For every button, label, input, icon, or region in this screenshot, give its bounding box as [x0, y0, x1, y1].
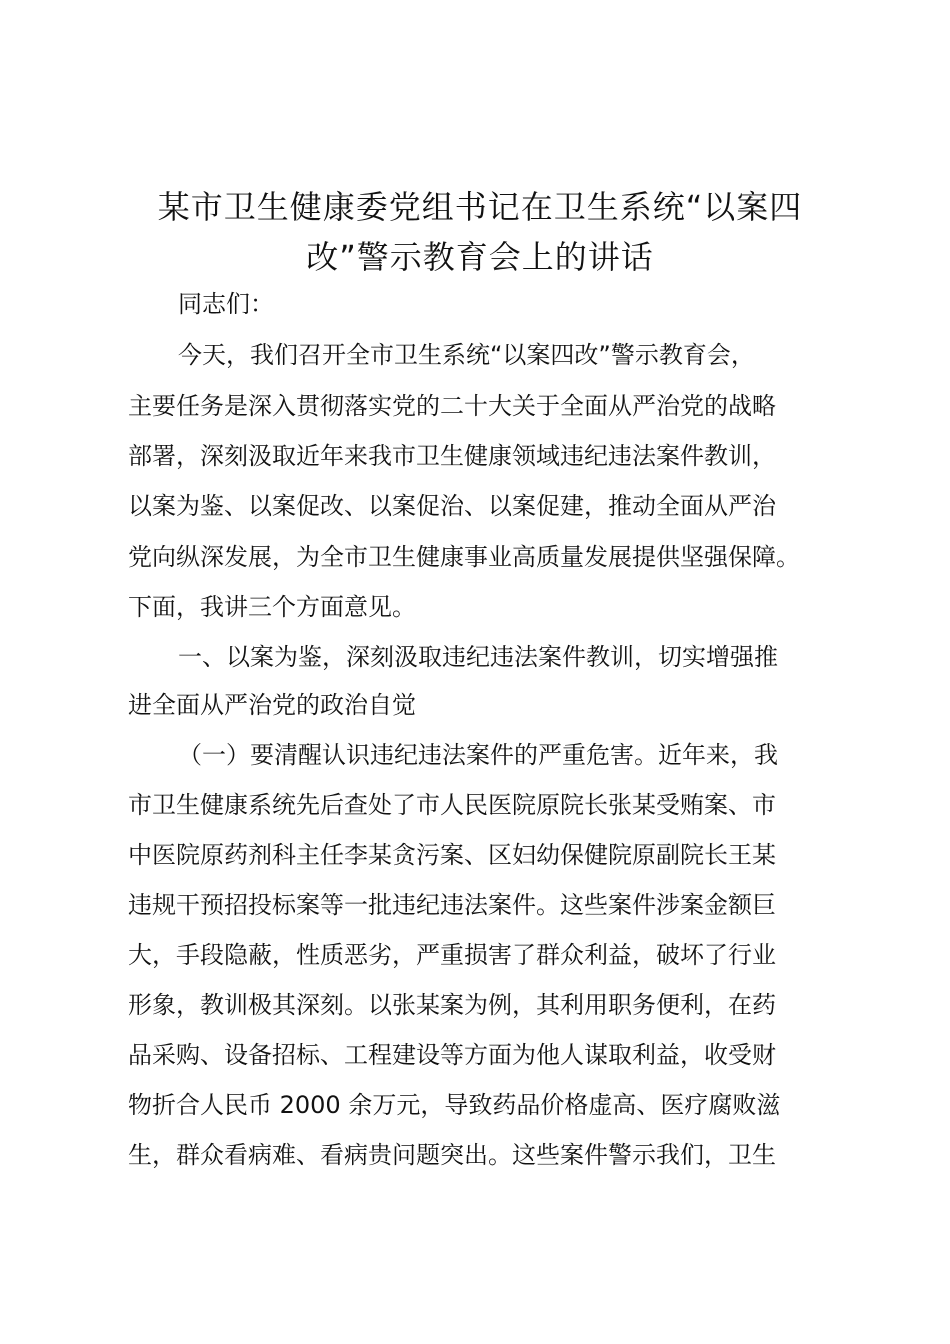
- section-heading: 进全面从严治党的政治自觉: [128, 691, 416, 719]
- salutation: 同志们：: [178, 290, 274, 318]
- paragraph-line: 主要任务是深入贯彻落实党的二十大关于全面从严治党的战略: [128, 392, 776, 420]
- paragraph-line: 市卫生健康系统先后查处了市人民医院原院长张某受贿案、市: [128, 791, 776, 819]
- paragraph-line: 下面，我讲三个方面意见。: [128, 593, 416, 621]
- paragraph-line: 今天，我们召开全市卫生系统“以案四改”警示教育会，: [178, 341, 755, 369]
- paragraph-line: 品采购、设备招标、工程建设等方面为他人谋取利益，收受财: [128, 1041, 776, 1069]
- paragraph-line: 大，手段隐蔽，性质恶劣，严重损害了群众利益，破坏了行业: [128, 941, 776, 969]
- title-line-1: 某市卫生健康委党组书记在卫生系统“以案四: [157, 188, 803, 226]
- paragraph-line: （一）要清醒认识违纪违法案件的严重危害。近年来，我: [178, 741, 778, 769]
- paragraph-line: 以案为鉴、以案促改、以案促治、以案促建，推动全面从严治: [128, 492, 776, 520]
- paragraph-line: 物折合人民币 2000 余万元，导致药品价格虚高、医疗腐败滋: [128, 1091, 781, 1119]
- title-line-2: 改”警示教育会上的讲话: [306, 238, 654, 276]
- section-heading: 一、以案为鉴，深刻汲取违纪违法案件教训，切实增强推: [178, 643, 778, 671]
- document-title: [110, 182, 850, 282]
- paragraph-line: 部署，深刻汲取近年来我市卫生健康领域违纪违法案件教训，: [128, 442, 776, 470]
- paragraph-line: 生，群众看病难、看病贵问题突出。这些案件警示我们，卫生: [128, 1141, 776, 1169]
- paragraph-line: 中医院原药剂科主任李某贪污案、区妇幼保健院原副院长王某: [128, 841, 776, 869]
- paragraph-line: 形象，教训极其深刻。以张某案为例，其利用职务便利，在药: [128, 991, 776, 1019]
- paragraph-line: 违规干预招投标案等一批违纪违法案件。这些案件涉案金额巨: [128, 891, 776, 919]
- paragraph-line: 党向纵深发展，为全市卫生健康事业高质量发展提供坚强保障。: [128, 543, 800, 571]
